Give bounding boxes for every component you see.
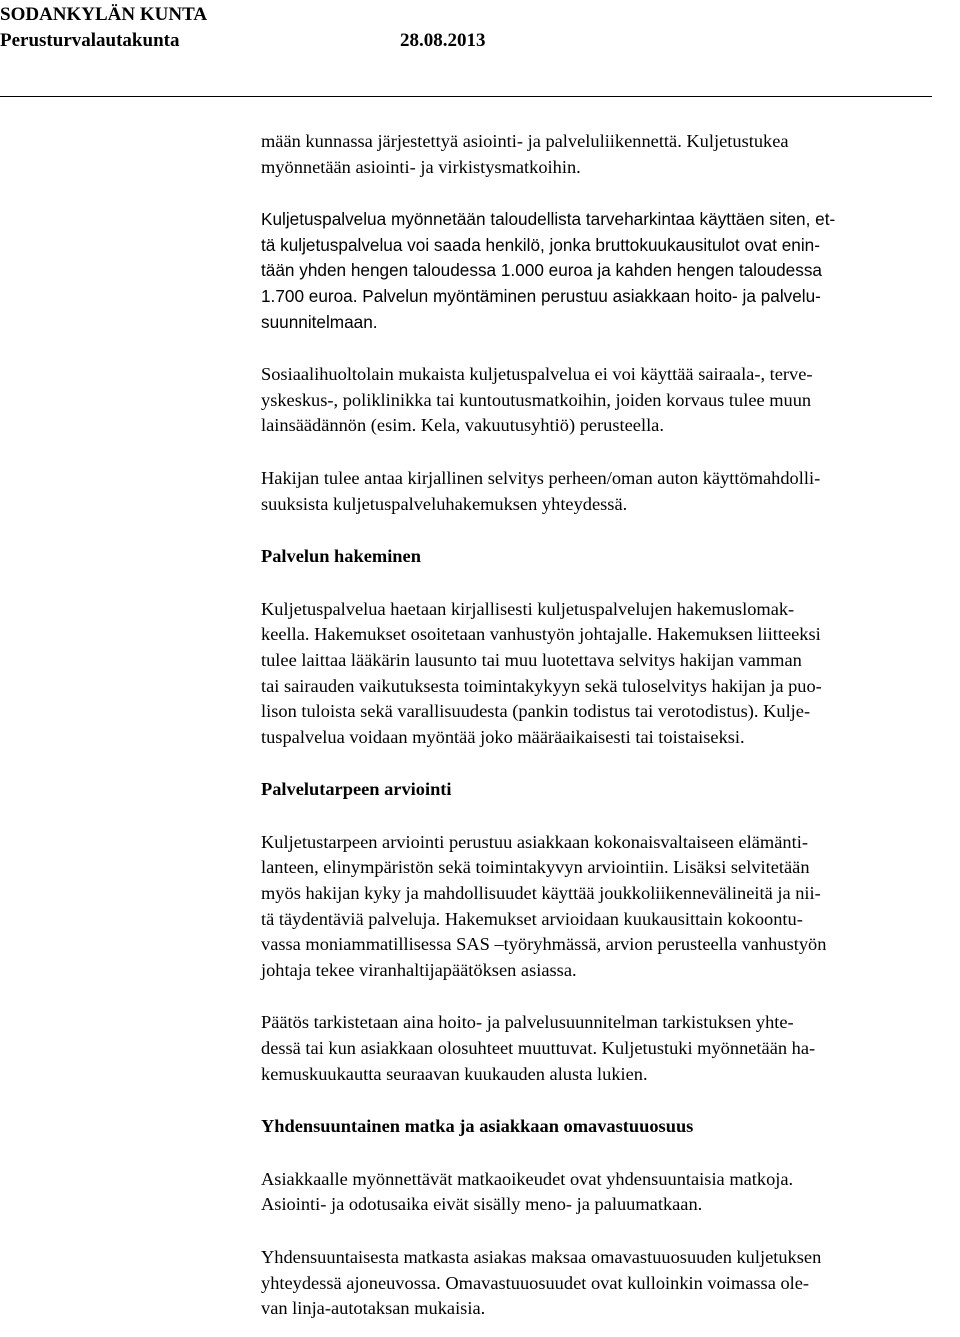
paragraph-line: yskeskus-, poliklinikka tai kuntoutusmatkoihin, joiden korvaus tulee muun bbox=[261, 389, 812, 410]
paragraph-line: tään yhden hengen taloudessa 1.000 euroa ja kahden hengen taloudessa bbox=[261, 260, 822, 281]
committee-name: Perusturvalautakunta bbox=[0, 30, 180, 51]
paragraph-line: myös hakijan kyky ja mahdollisuudet käyttää joukkoliikennevälineitä ja nii- bbox=[261, 883, 821, 904]
paragraph-line: kemuskuukautta seuraavan kuukauden alusta lukien. bbox=[261, 1063, 648, 1084]
organization-name: SODANKYLÄN KUNTA bbox=[0, 4, 208, 25]
document-body bbox=[261, 129, 957, 1322]
paragraph-line: tulee laittaa lääkärin lausunto tai muu luotettava selvitys hakijan vamman bbox=[261, 649, 802, 670]
paragraph-line: vassa moniammatillisessa SAS –työryhmässä, arvion perusteella vanhustyön bbox=[261, 934, 827, 955]
paragraph-line: Asiointi- ja odotusaika eivät sisälly meno- ja paluumatkaan. bbox=[261, 1194, 703, 1215]
paragraph-line: johtaja tekee viranhaltijapäätöksen asiassa. bbox=[261, 959, 577, 980]
paragraph-line: tuspalvelua voidaan myöntää joko määräaikaisesti tai toistaiseksi. bbox=[261, 726, 745, 747]
paragraph-gap bbox=[261, 180, 957, 207]
paragraph-line: tä täydentäviä palveluja. Hakemukset arvioidaan kuukausittain kokoontu- bbox=[261, 908, 803, 929]
paragraph-gap bbox=[261, 983, 957, 1010]
paragraph-gap bbox=[261, 1218, 957, 1245]
paragraph-line: 1.700 euroa. Palvelun myöntäminen perustuu asiakkaan hoito- ja palvelu- bbox=[261, 285, 821, 306]
paragraph-line: Kuljetuspalvelua haetaan kirjallisesti kuljetuspalvelujen hakemuslomak- bbox=[261, 598, 795, 619]
paragraph-line: lainsäädännön (esim. Kela, vakuutusyhtiö) perusteella. bbox=[261, 415, 664, 436]
paragraph-line: lison tuloista sekä varallisuudesta (pankin todistus tai verotodistus). Kulje- bbox=[261, 701, 811, 722]
paragraph-line: mään kunnassa järjestettyä asiointi- ja palveluliikennettä. Kuljetustukea bbox=[261, 131, 789, 151]
paragraph-gap bbox=[261, 335, 957, 362]
paragraph-line: Päätös tarkistetaan aina hoito- ja palvelusuunnitelman tarkistuksen yhte- bbox=[261, 1012, 794, 1033]
paragraph-gap bbox=[261, 1140, 957, 1167]
section-heading: Yhdensuuntainen matka ja asiakkaan omavastuuosuus bbox=[261, 1116, 694, 1137]
paragraph-line: tä kuljetuspalvelua voi saada henkilö, jonka bruttokuukausitulot ovat enin- bbox=[261, 234, 820, 255]
paragraph-line: Kuljetuspalvelua myönnetään taloudellista tarveharkintaa käyttäen siten, et- bbox=[261, 209, 836, 230]
paragraph-line: Hakijan tulee antaa kirjallinen selvitys perheen/oman auton käyttömahdolli- bbox=[261, 467, 821, 488]
paragraph-gap bbox=[261, 1087, 957, 1114]
paragraph-line: myönnetään asiointi- ja virkistysmatkoihin. bbox=[261, 156, 581, 177]
paragraph-line: van linja-autotaksan mukaisia. bbox=[261, 1298, 486, 1319]
paragraph-line: tai sairauden vaikutuksesta toimintakykyyn sekä tuloselvitys hakijan ja puo- bbox=[261, 675, 822, 696]
paragraph-gap bbox=[261, 803, 957, 830]
section-heading: Palvelutarpeen arviointi bbox=[261, 779, 452, 800]
paragraph-gap bbox=[261, 439, 957, 466]
meeting-date: 28.08.2013 bbox=[400, 30, 486, 51]
paragraph-line: lanteen, elinympäristön sekä toimintakyvyn arviointiin. Lisäksi selvitetään bbox=[261, 857, 810, 878]
paragraph-line: keella. Hakemukset osoitetaan vanhustyön johtajalle. Hakemuksen liitteeksi bbox=[261, 624, 821, 645]
paragraph-line: Sosiaalihuoltolain mukaista kuljetuspalvelua ei voi käyttää sairaala-, terve- bbox=[261, 364, 813, 385]
paragraph-line: yhteydessä ajoneuvossa. Omavastuuosuudet ovat kulloinkin voimassa ole- bbox=[261, 1272, 810, 1293]
paragraph-line: suuksista kuljetuspalveluhakemuksen yhteydessä. bbox=[261, 493, 628, 514]
section-heading: Palvelun hakeminen bbox=[261, 546, 421, 567]
paragraph-gap bbox=[261, 750, 957, 777]
paragraph-gap bbox=[261, 517, 957, 544]
paragraph-line: suunnitelmaan. bbox=[261, 311, 378, 332]
paragraph-line: Asiakkaalle myönnettävät matkaoikeudet ovat yhdensuuntaisia matkoja. bbox=[261, 1168, 794, 1189]
paragraph-gap bbox=[261, 570, 957, 597]
paragraph-line: Kuljetustarpeen arviointi perustuu asiakkaan kokonaisvaltaiseen elämänti- bbox=[261, 831, 808, 852]
header-divider bbox=[0, 96, 932, 97]
paragraph-line: Yhdensuuntaisesta matkasta asiakas maksaa omavastuuosuuden kuljetuksen bbox=[261, 1247, 822, 1267]
paragraph-line: dessä tai kun asiakkaan olosuhteet muuttuvat. Kuljetustuki myönnetään ha- bbox=[261, 1038, 816, 1059]
